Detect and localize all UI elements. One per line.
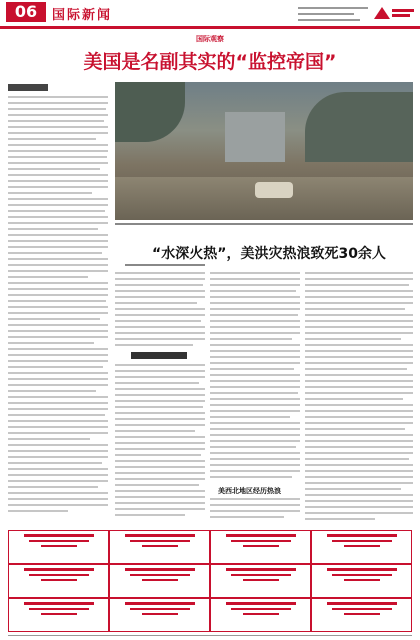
ad-item bbox=[210, 564, 311, 598]
ad-row bbox=[8, 530, 412, 564]
photo-caption bbox=[115, 222, 413, 227]
main-headline: 美国是名副其实的“监控帝国” bbox=[83, 51, 337, 73]
ad-item bbox=[8, 530, 109, 564]
ad-item bbox=[8, 598, 109, 632]
newspaper-logo-icon bbox=[372, 2, 416, 28]
left-column-text bbox=[8, 84, 108, 524]
deck-headline: “水深火热”，美洪灾热浪致死30余人 bbox=[152, 246, 386, 262]
deck-byline bbox=[125, 264, 245, 268]
right-column-text bbox=[305, 272, 413, 522]
ad-item bbox=[311, 598, 412, 632]
ad-item bbox=[109, 564, 210, 598]
ad-item bbox=[311, 564, 412, 598]
page-header bbox=[0, 0, 420, 26]
section-title: 国际新闻 bbox=[52, 8, 113, 23]
ad-item bbox=[311, 530, 412, 564]
center-column-text bbox=[115, 272, 205, 522]
page-number: 06 bbox=[6, 2, 46, 22]
date-info bbox=[298, 3, 368, 25]
ad-item bbox=[210, 530, 311, 564]
ad-item bbox=[109, 530, 210, 564]
advertisement-block bbox=[8, 530, 412, 632]
ad-row bbox=[8, 598, 412, 632]
ad-item bbox=[109, 598, 210, 632]
header-rule bbox=[0, 26, 420, 29]
ad-item bbox=[210, 598, 311, 632]
page-footer bbox=[0, 632, 420, 640]
sub-heading: 美西北地区经历热浪 bbox=[218, 487, 281, 495]
column-kicker: 国际观察 bbox=[196, 35, 224, 43]
ad-row bbox=[8, 564, 412, 598]
center-right-column-text bbox=[210, 272, 300, 522]
flood-street-photo bbox=[115, 82, 413, 220]
ad-item bbox=[8, 564, 109, 598]
